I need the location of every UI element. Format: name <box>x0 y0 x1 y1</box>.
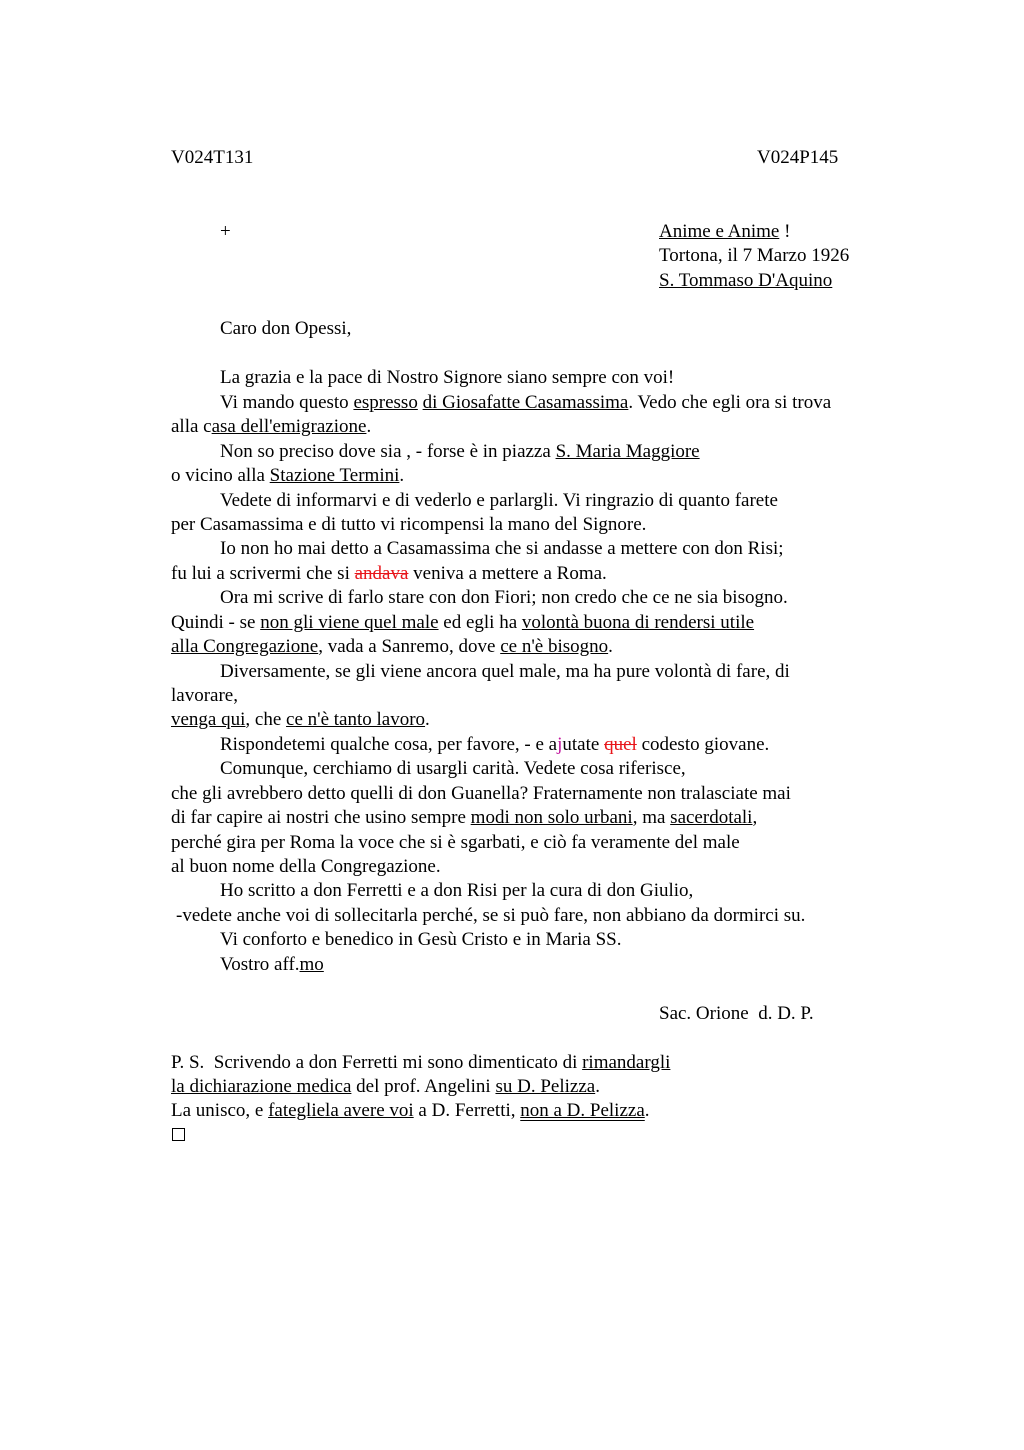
body-line <box>171 635 613 659</box>
underlined-text: ce n'è tanto lavoro <box>286 709 426 730</box>
body-line: al buon nome della Congregazione. <box>171 856 441 877</box>
underlined-text: volontà buona di rendersi utile <box>521 612 755 633</box>
body-line: -vedete anche voi di sollecitarla perché, se si può fare, non abbiano da dormirci su. <box>176 905 806 926</box>
body-line: lavorare, <box>171 685 238 706</box>
body-line <box>171 415 371 439</box>
postscript-line <box>171 1099 650 1123</box>
text-run: fu lui a scrivermi che si <box>171 563 355 584</box>
motto-line <box>659 220 790 244</box>
body-line <box>171 464 404 488</box>
text-run: La unisco, e <box>171 1100 269 1121</box>
underlined-text: modi non solo urbani <box>470 807 633 828</box>
text-run: utate <box>562 734 605 755</box>
underlined-text: su D. Pelizza <box>495 1076 596 1097</box>
body-line: Vi conforto e benedico in Gesù Cristo e in Maria SS. <box>220 929 622 950</box>
text-run: del prof. Angelini <box>351 1076 496 1097</box>
underlined-text: S. Maria Maggiore <box>555 441 700 462</box>
text-run: . <box>608 636 613 657</box>
body-line <box>220 733 769 757</box>
text-run: ed egli ha <box>438 612 522 633</box>
text-run: alla c <box>171 416 212 437</box>
cross-mark: + <box>220 221 231 242</box>
underlined-text: la dichiarazione medica <box>171 1076 352 1097</box>
body-line: Vedete di informarvi e di vederlo e parlargli. Vi ringrazio di quanto farete <box>220 490 778 511</box>
text-run: . <box>366 416 372 437</box>
deleted-text: quel <box>604 734 637 755</box>
postscript-line <box>171 1051 670 1075</box>
text-run: P. S. Scrivendo a don Ferretti mi sono dimenticato di <box>171 1052 583 1073</box>
place-date: Tortona, il 7 Marzo 1926 <box>659 245 850 266</box>
underlined-text: rimandargli <box>582 1052 671 1073</box>
text-run: Vostro aff. <box>220 954 300 975</box>
underlined-text: Stazione Termini <box>269 465 400 486</box>
body-line: La grazia e la pace di Nostro Signore siano sempre con voi! <box>220 367 675 388</box>
body-line <box>220 391 831 415</box>
text-run: . <box>644 1100 650 1121</box>
double-underlined-text: non a D. Pelizza <box>520 1100 645 1121</box>
underlined-text: mo <box>299 954 324 975</box>
underlined-text: venga qui <box>171 709 246 730</box>
body-line: Ho scritto a don Ferretti e a don Risi per la cura di don Giulio, <box>220 880 694 901</box>
text-run: di far capire ai nostri che usino sempre <box>171 807 471 828</box>
saint-of-day: S. Tommaso D'Aquino <box>659 270 833 291</box>
text-run: . Vedo che egli ora si trova <box>628 392 832 413</box>
body-line: Ora mi scrive di farlo stare con don Fiori; non credo che ce ne sia bisogno. <box>220 587 788 608</box>
text-run: . <box>399 465 405 486</box>
underlined-text: fategliela avere voi <box>268 1100 414 1121</box>
underlined-text: alla Congregazione <box>171 636 319 657</box>
text-run: , che <box>245 709 287 730</box>
underlined-text: non gli viene quel male <box>260 612 439 633</box>
body-line: perché gira per Roma la voce che si è sgarbati, e ciò fa veramente del male <box>171 832 740 853</box>
underlined-text: di Giosafatte Casamassima <box>422 392 629 413</box>
text-run: Non so preciso dove sia , - forse è in piazza <box>220 441 556 462</box>
text-run: Quindi - se <box>171 612 261 633</box>
postscript-line <box>171 1075 600 1099</box>
body-line <box>220 440 700 464</box>
text-run: a D. Ferretti, <box>413 1100 521 1121</box>
body-line: Io non ho mai detto a Casamassima che si andasse a mettere con don Risi; <box>220 538 784 559</box>
text-run: o vicino alla <box>171 465 270 486</box>
doc-code-left: V024T131 <box>171 147 254 168</box>
text-run: , ma <box>632 807 671 828</box>
body-line: Diversamente, se gli viene ancora quel male, ma ha pure volontà di fare, di <box>220 661 790 682</box>
body-line: Comunque, cerchiamo di usargli carità. Vedete cosa riferisce, <box>220 758 686 779</box>
text-run: . <box>595 1076 600 1097</box>
text-run: . <box>425 709 430 730</box>
underlined-text: asa dell'emigrazione <box>211 416 367 437</box>
body-line: che gli avrebbero detto quelli di don Guanella? Fraternamente non tralasciate mai <box>171 783 791 804</box>
body-line <box>171 611 754 635</box>
text-run: , vada a Sanremo, dove <box>318 636 501 657</box>
body-line: per Casamassima e di tutto vi ricompensi la mano del Signore. <box>171 514 647 535</box>
body-line <box>171 708 430 732</box>
salutation: Caro don Opessi, <box>220 318 352 339</box>
text-run: Vi mando questo <box>220 392 354 413</box>
end-marker-box-icon <box>172 1124 185 1148</box>
deleted-text: andava <box>354 563 409 584</box>
text-run: Rispondetemi qualche cosa, per favore, - e a <box>220 734 558 755</box>
signature: Sac. Orione d. D. P. <box>659 1003 814 1024</box>
inserted-text: j <box>557 734 563 755</box>
underlined-text: espresso <box>353 392 418 413</box>
text-run: , <box>752 807 758 828</box>
body-line <box>171 562 607 586</box>
motto-mark: ! <box>779 221 791 242</box>
doc-code-right: V024P145 <box>757 147 839 168</box>
body-line <box>171 806 757 830</box>
text-run: veniva a mettere a Roma. <box>408 563 607 584</box>
underlined-text: ce n'è bisogno <box>500 636 609 657</box>
underlined-text: sacerdotali <box>670 807 753 828</box>
closing-line <box>220 953 324 977</box>
motto-text: Anime e Anime <box>659 221 780 242</box>
text-run: codesto giovane. <box>636 734 770 755</box>
